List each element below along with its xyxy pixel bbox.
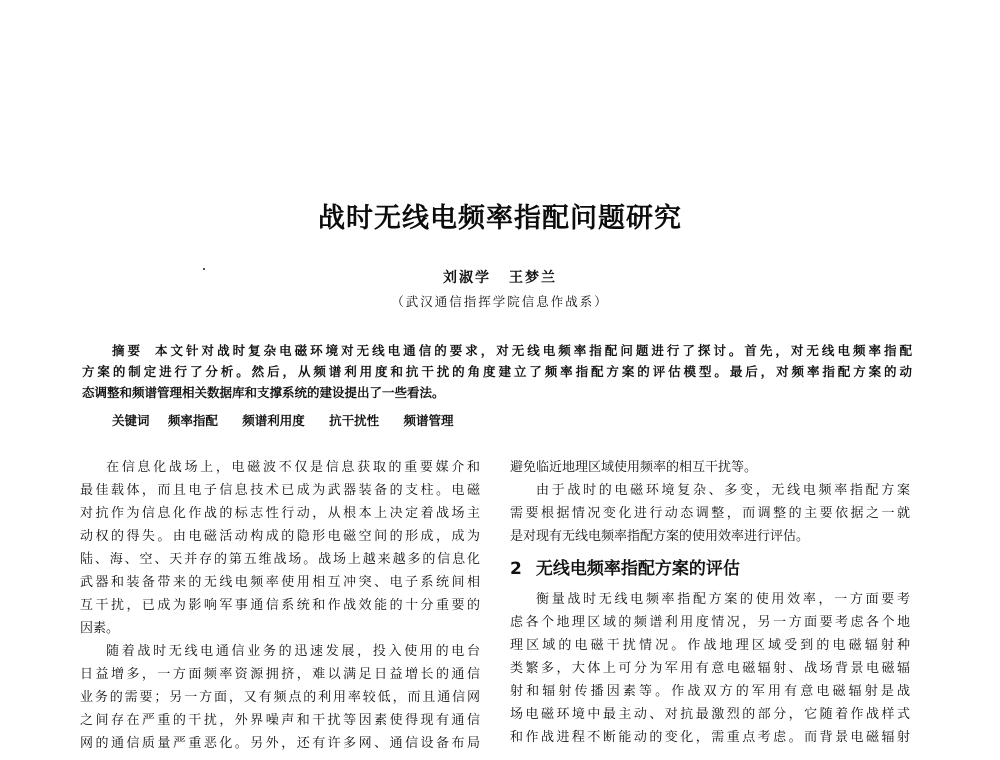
body-line: 射和辐射传播因素等。作战双方的军用有意电磁辐射是战 bbox=[510, 684, 910, 699]
author-affiliation: （武汉通信指挥学院信息作战系） bbox=[391, 294, 609, 309]
body-line: 动权的得失。由电磁活动构成的隐形电磁空间的形成，成为 bbox=[80, 529, 480, 544]
body-line: 是对现有无线电频率指配方案的使用效率进行评估。 bbox=[510, 529, 810, 544]
abstract-text: 本文针对战时复杂电磁环境对无线电通信的要求，对无线电频率指配问题进行了探讨。首先，对无线电频率指配 bbox=[155, 343, 912, 358]
keyword: 频谱利用度 bbox=[242, 413, 305, 428]
body-line: 武器和装备带来的无线电频率使用相互冲突、电子系统间相 bbox=[80, 575, 480, 590]
body-line: 由于战时的电磁环境复杂、多变，无线电频率指配方案 bbox=[536, 483, 910, 498]
keyword: 抗干扰性 bbox=[329, 413, 380, 428]
body-line: 业务的需要；另一方面，又有频点的利用率较低，而且通信网 bbox=[80, 690, 480, 705]
section-title: 无线电频率指配方案的评估 bbox=[535, 559, 740, 579]
abstract-line: 态调整和频谱管理相关数据库和支撑系统的建设提出了一些看法。 bbox=[82, 385, 445, 400]
body-line: 陆、海、空、天并存的第五维战场。战场上越来越多的信息化 bbox=[80, 552, 480, 567]
body-line: 场电磁环境中最主动、对抗最激烈的部分，它随着作战样式 bbox=[510, 707, 910, 722]
body-line: 网的通信质量严重恶化。另外，还有许多网、通信设备布局 bbox=[80, 736, 480, 751]
keyword: 频率指配 bbox=[167, 413, 218, 428]
body-line: 虑各个地理区域的频谱利用度情况，另一方面要考虑各个地 bbox=[510, 615, 910, 630]
body-line: 理区域的电磁干扰情况。作战地理区域受到的电磁辐射种 bbox=[510, 638, 910, 653]
right-column bbox=[510, 456, 910, 749]
body-line: 需要根据情况变化进行动态调整，而调整的主要依据之一就 bbox=[510, 506, 910, 521]
body-line: 对抗作为信息化作战的标志性行动，从根本上决定着战场主 bbox=[80, 506, 480, 521]
body-line: 避免临近地理区域使用频率的相互干扰等。 bbox=[510, 460, 758, 475]
abstract-line bbox=[82, 340, 912, 361]
body-line: 最佳载体，而且电子信息技术已成为武器装备的支柱。电磁 bbox=[80, 483, 480, 498]
body-line: 随着战时无线电通信业务的迅速发展，投入使用的电台 bbox=[106, 644, 480, 659]
body-line: 之间存在严重的干扰，外界噪声和干扰等因素使得现有通信 bbox=[80, 713, 480, 728]
left-column bbox=[80, 456, 480, 755]
keyword: 频谱管理 bbox=[403, 413, 454, 428]
section-number: 2 bbox=[510, 559, 522, 579]
keywords-label: 关键词 bbox=[112, 413, 150, 428]
body-line: 类繁多，大体上可分为军用有意电磁辐射、战场背景电磁辐 bbox=[510, 661, 910, 676]
body-line: 在信息化战场上，电磁波不仅是信息获取的重要媒介和 bbox=[106, 460, 480, 475]
body-line: 衡量战时无线电频率指配方案的使用效率，一方面要考 bbox=[536, 592, 910, 607]
section-heading bbox=[510, 553, 910, 586]
author-name: 王梦兰 bbox=[509, 270, 557, 286]
body-line: 和作战进程不断能动的变化，需重点考虑。而背景电磁辐射 bbox=[510, 730, 910, 745]
body-line: 日益增多，一方面频率资源拥挤，难以满足日益增长的通信 bbox=[80, 667, 480, 682]
abstract-block bbox=[82, 340, 912, 403]
body-line: 因素。 bbox=[80, 621, 120, 636]
keywords-block bbox=[112, 411, 474, 429]
author-list bbox=[0, 267, 1000, 287]
abstract-line: 方案的制定进行了分析。然后，从频谱利用度和抗干扰的角度建立了频率指配方案的评估模型。最后，对频率指配方案的动 bbox=[82, 364, 912, 379]
body-line: 互干扰，已成为影响军事通信系统和作战效能的十分重要的 bbox=[80, 598, 480, 613]
abstract-label: 摘要 bbox=[112, 343, 144, 358]
paper-title: 战时无线电频率指配问题研究 bbox=[318, 203, 682, 234]
author-name: 刘淑学 bbox=[443, 270, 491, 286]
